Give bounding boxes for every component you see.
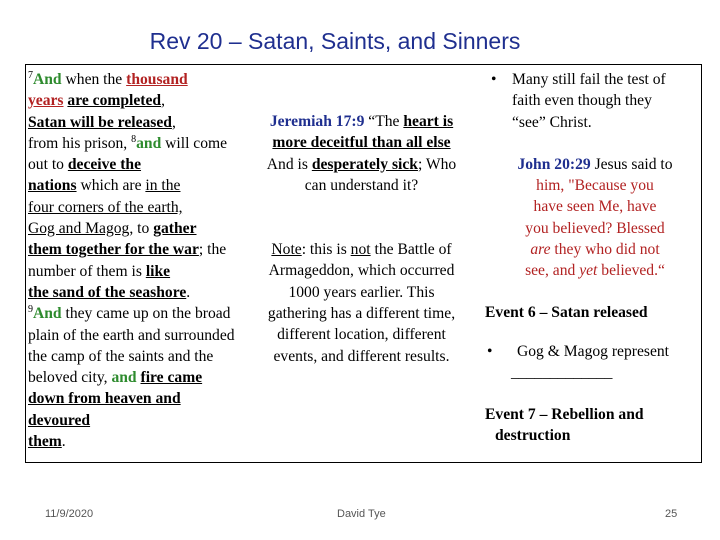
not-text: not	[350, 241, 371, 259]
battle-note	[239, 239, 484, 367]
jeremiah-ref: Jeremiah 17:9	[269, 113, 365, 130]
and-word: and	[111, 369, 137, 387]
text: Jesus said to	[590, 155, 673, 173]
event-7-heading	[485, 404, 697, 447]
text: which are	[76, 177, 146, 195]
sick-text: desperately sick	[311, 155, 418, 173]
text: : this is	[301, 241, 351, 259]
verse-number: 9	[28, 304, 33, 316]
text: Many still fail the test of	[512, 71, 666, 88]
jeremiah-quote	[239, 111, 484, 196]
verse-number: 8	[131, 133, 137, 145]
text: faith even though they	[512, 92, 652, 110]
heart-text: heart is	[403, 113, 454, 130]
text: Armageddon, which occurred	[268, 262, 455, 280]
in-the-text: in the	[145, 177, 181, 195]
sand-text: the sand of the seashore	[28, 283, 187, 301]
footer-date: 11/9/2020	[45, 508, 94, 520]
text: And is	[266, 155, 312, 173]
four-corners-text: four corners of the earth,	[28, 198, 183, 216]
note-label: Note	[271, 241, 302, 259]
answer-blank: _____________	[511, 364, 613, 382]
text: believed.“	[597, 262, 665, 280]
footer-page-number: 25	[665, 508, 678, 520]
text: destruction	[495, 426, 571, 444]
event-6-heading: Event 6 – Satan released	[485, 303, 648, 321]
text: “see” Christ.	[512, 113, 592, 131]
bullet-icon: •	[491, 71, 497, 88]
text: Event 7 – Rebellion and	[485, 405, 644, 423]
text: when the	[61, 71, 127, 88]
text: ; Who	[417, 155, 457, 173]
text: ; the number of them is	[28, 241, 227, 280]
text: 1000 years earlier. This	[288, 283, 435, 301]
like-text: like	[145, 262, 171, 280]
verse-number: 7	[28, 69, 33, 81]
text: are	[530, 241, 551, 259]
text: the Battle of	[370, 241, 452, 259]
and-word: And	[33, 305, 62, 323]
faith-bullet	[485, 69, 697, 133]
satan-released-text: Satan will be released	[28, 113, 172, 131]
thousand-text: thousand	[126, 71, 188, 88]
text: see, and	[525, 262, 580, 280]
bullet-icon: •	[487, 342, 493, 360]
text: .	[186, 283, 191, 301]
commentary-column	[239, 69, 484, 367]
and-word: And	[33, 71, 62, 88]
text: Gog & Magog represent	[517, 342, 670, 360]
john-quote	[485, 154, 697, 282]
john-ref: John 20:29	[517, 155, 591, 173]
footer-author: David Tye	[337, 508, 386, 520]
scripture-column	[28, 69, 240, 452]
text: ,	[171, 113, 176, 131]
gather-text: gather	[153, 220, 197, 238]
text: events, and different results.	[273, 347, 450, 365]
text: , to	[129, 220, 154, 238]
gog-magog-bullet	[485, 341, 697, 384]
text: can understand it?	[304, 176, 419, 194]
gog-magog-text: Gog and Magog	[28, 220, 130, 238]
nations-text: nations	[28, 177, 77, 195]
slide-title: Rev 20 – Satan, Saints, and Sinners	[149, 28, 521, 54]
text: will come out to	[28, 134, 228, 174]
text: yet	[579, 262, 598, 280]
content-table	[25, 64, 702, 463]
text: “The	[364, 113, 404, 130]
text: ,	[161, 92, 166, 110]
and-word: and	[136, 134, 162, 152]
text: from his prison,	[28, 134, 132, 152]
gather-war-text: them together for the war	[28, 241, 199, 259]
text: .	[61, 433, 66, 451]
text: gathering has a different time,	[267, 305, 456, 323]
revelation-passage	[28, 69, 240, 452]
fire-text: fire came down from heaven and devoured	[28, 369, 203, 429]
deceitful-text: more deceitful than all else	[272, 134, 451, 152]
text: different location, different	[277, 326, 446, 344]
text: they came up on the broad plain of the earth and surrounded the camp of the saints and the beloved city,	[28, 305, 235, 387]
text: they who did not	[550, 241, 660, 259]
are-completed-text: are completed	[67, 92, 162, 110]
text: you believed? Blessed	[525, 219, 665, 237]
them-text: them	[28, 433, 62, 451]
deceive-text: deceive the	[67, 156, 142, 174]
text: have seen Me, have	[533, 198, 657, 216]
events-column	[485, 69, 697, 446]
text: him, "Because you	[536, 177, 654, 195]
years-text: years	[28, 92, 64, 110]
